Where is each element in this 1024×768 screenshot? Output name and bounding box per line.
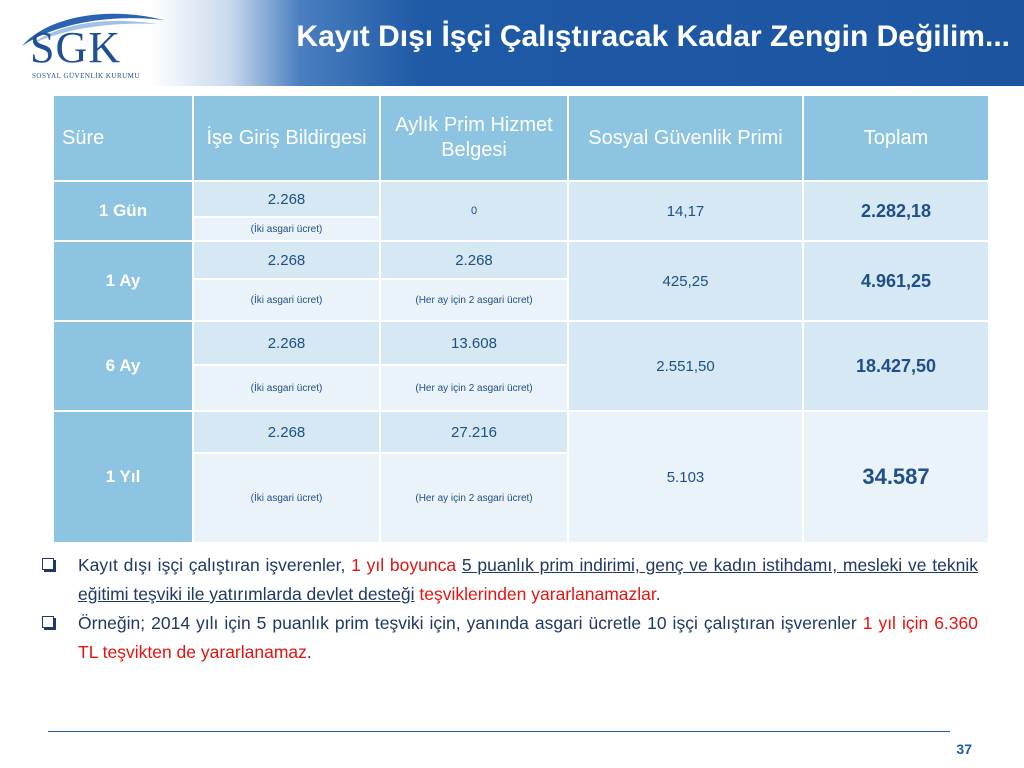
period-cell: 1 Ay xyxy=(53,241,193,321)
total-value: 4.961,25 xyxy=(803,241,989,321)
bullet-text: . xyxy=(306,642,312,662)
header-sure: Süre xyxy=(53,95,193,181)
bullet-highlight: 1 yıl boyunca xyxy=(351,555,457,575)
period-cell: 6 Ay xyxy=(53,321,193,411)
sgp-value: 2.551,50 xyxy=(568,321,803,411)
cost-table xyxy=(52,94,990,544)
sgp-value: 425,25 xyxy=(568,241,803,321)
total-value: 2.282,18 xyxy=(803,181,989,241)
logo-text: SGK xyxy=(30,23,122,72)
aylik-prim-value: 13.608 xyxy=(380,321,568,365)
footer-divider xyxy=(48,731,950,732)
ise-giris-value: 2.268 xyxy=(193,411,380,453)
page-number: 37 xyxy=(956,741,972,757)
sgp-value: 5.103 xyxy=(568,411,803,543)
ise-giris-note: (İki asgari ücret) xyxy=(193,279,380,321)
ise-giris-note: (İki asgari ücret) xyxy=(193,365,380,411)
checkbox-bullet-icon xyxy=(42,558,54,570)
total-value: 18.427,50 xyxy=(803,321,989,411)
bullet-item xyxy=(42,551,978,609)
header-ise-giris: İşe Giriş Bildirgesi xyxy=(193,95,380,181)
table-row xyxy=(53,241,989,279)
ise-giris-value: 2.268 xyxy=(193,181,380,217)
bullet-underlined-text: 5 puanlık prim indirimi, genç ve kadın istihdamı, mesleki ve teknik eğitimi teşviki ile yatırımlarda devlet desteği xyxy=(78,555,978,604)
table-row xyxy=(53,321,989,365)
period-cell: 1 Yıl xyxy=(53,411,193,543)
sgk-logo xyxy=(10,8,160,82)
sgp-value: 14,17 xyxy=(568,181,803,241)
logo-subtitle: SOSYAL GÜVENLİK KURUMU xyxy=(32,72,140,80)
header-aylik-prim: Aylık Prim Hizmet Belgesi xyxy=(380,95,568,181)
aylik-prim-note: (Her ay için 2 asgari ücret) xyxy=(380,279,568,321)
total-value: 34.587 xyxy=(803,411,989,543)
ise-giris-note: (İki asgari ücret) xyxy=(193,453,380,543)
bullet-highlight: teşviklerinden yararlanamazlar xyxy=(414,584,656,604)
bullet-text: Kayıt dışı işçi çalıştıran işverenler, xyxy=(78,555,352,575)
slide-title: Kayıt Dışı İşçi Çalıştıracak Kadar Zengin Değilim... xyxy=(296,20,1010,53)
bullet-item xyxy=(42,609,978,667)
bullet-text: . xyxy=(655,584,661,604)
bullet-list xyxy=(42,551,978,667)
header-toplam: Toplam xyxy=(803,95,989,181)
ise-giris-value: 2.268 xyxy=(193,321,380,365)
ise-giris-note: (İki asgari ücret) xyxy=(193,217,380,241)
aylik-prim-note: (Her ay için 2 asgari ücret) xyxy=(380,453,568,543)
aylik-prim-note: (Her ay için 2 asgari ücret) xyxy=(380,365,568,411)
checkbox-bullet-icon xyxy=(42,616,54,628)
table-row xyxy=(53,411,989,453)
bullet-text: Örneğin; 2014 yılı için 5 puanlık prim teşviki için, yanında asgari ücretle 10 işçi çalıştıran işverenler xyxy=(78,613,863,633)
period-cell: 1 Gün xyxy=(53,181,193,241)
aylik-prim-value: 27.216 xyxy=(380,411,568,453)
bullet-highlight: 1 yıl için 6.360 TL teşvikten de yararlanamaz xyxy=(78,613,978,662)
aylik-prim-value: 2.268 xyxy=(380,241,568,279)
ise-giris-value: 2.268 xyxy=(193,241,380,279)
aylik-prim-value: 0 xyxy=(380,181,568,241)
table-row xyxy=(53,181,989,217)
slide-header xyxy=(0,0,1024,86)
table-header-row xyxy=(53,95,989,181)
header-sosyal-guvenlik: Sosyal Güvenlik Primi xyxy=(568,95,803,181)
